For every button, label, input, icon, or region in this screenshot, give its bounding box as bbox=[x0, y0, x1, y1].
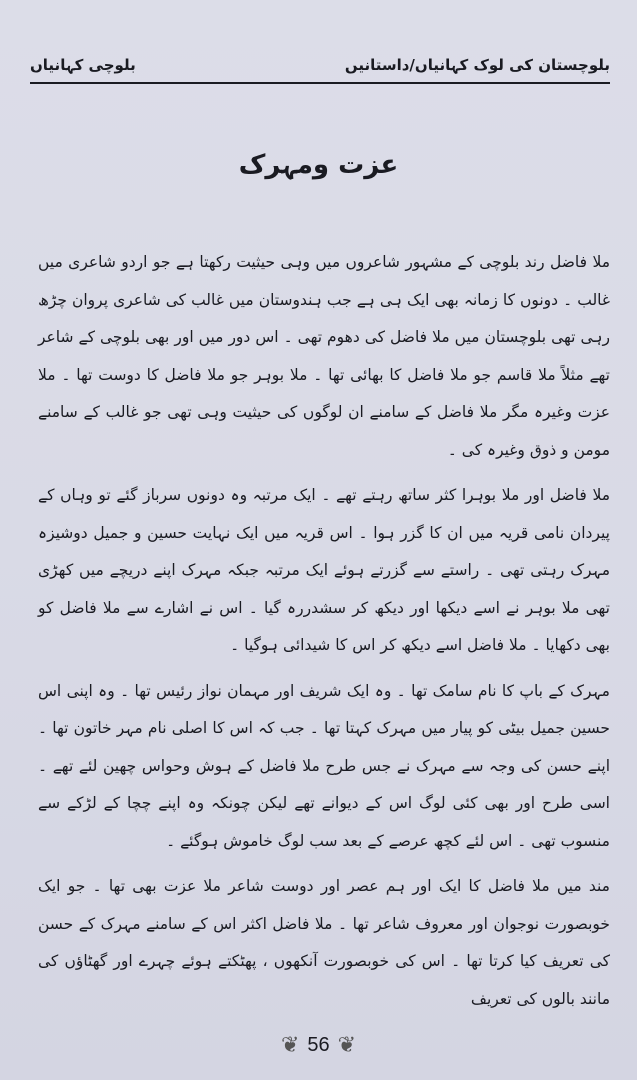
paragraph: ملا فاضل اور ملا بوہرا کثر ساتھ رہتے تھے ۔ ایک مرتبہ وہ دونوں سرباز گئے تو وہاں کے پیردان نامی قریہ میں ان کا گزر ہوا ۔ اس قریہ میں ایک نہایت حسین و جمیل دوشیزہ مہرک رہتی تھی ۔ راستے سے گزرتے ہوئے ایک مرتبہ جبکہ مہرک اپنے دریچے میں کھڑی تھی ملا بوہر نے اسے دیکھا اور دیکھ کر سشدررہ گیا ۔ اس نے اشارے سے ملا فاضل کو بھی دکھایا ۔ ملا فاضل اسے دیکھ کر اس کا شیدائی ہوگیا ۔ bbox=[38, 486, 610, 654]
page-footer bbox=[0, 1030, 637, 1060]
header-rule bbox=[30, 82, 610, 84]
paragraph: مند میں ملا فاضل کا ایک اور ہم عصر اور دوست شاعر ملا عزت بھی تھا ۔ جو ایک خوبصورت نوجوان اور معروف شاعر تھا ۔ ملا فاضل اکثر اس کے سامنے مہرک کے حسن کی تعریف کیا کرتا تھا ۔ اس کی خوبصورت آنکھوں ، پھٹکتے ہوئے چہرے اور گھٹاؤں کی مانند بالوں کی تعریف bbox=[38, 877, 610, 1008]
running-header bbox=[30, 52, 610, 84]
body-text bbox=[38, 244, 610, 1026]
page-number: 56 bbox=[307, 1033, 330, 1056]
ornament-right-icon: ❦ bbox=[337, 1032, 357, 1058]
ornament-left-icon: ❦ bbox=[280, 1032, 300, 1058]
book-title: بلوچستان کی لوک کہانیاں/داستانیں bbox=[344, 56, 610, 74]
paragraph: مہرک کے باپ کا نام سامک تھا ۔ وہ ایک شریف اور مہمان نواز رئیس تھا ۔ وہ اپنی اس حسین جمیل بیٹی کو پیار میں مہرک کہتا تھا ۔ جب کہ اس کا اصلی نام مہر خاتون تھا ۔ اپنے حسن کی وجہ سے مہرک نے جس طرح ملا فاضل کے ہوش وحواس چھین لئے تھے ۔ اسی طرح اور بھی کئی لوگ اس کے دیوانے تھے لیکن چونکہ وہ اپنے چچا کے لڑکے سے منسوب تھی ۔ اس لئے کچھ عرصے کے بعد سب لوگ خاموش ہوگئے ۔ bbox=[38, 681, 610, 850]
chapter-title: عزت ومہرک bbox=[238, 150, 399, 180]
paragraph: ملا فاضل رند بلوچی کے مشہور شاعروں میں وہی حیثیت رکھتا ہے جو اردو شاعری میں غالب ۔ دونوں کا زمانہ بھی ایک ہی ہے جب ہندوستان میں غالب کی شاعری پروان چڑھ رہی تھی بلوچستان میں ملا فاضل کی دھوم تھی ۔ اس دور میں اور بھی بلوچی کے شاعر تھے مثلاً ملا قاسم جو ملا فاضل کا بھائی تھا ۔ ملا بوہر جو ملا فاضل کا دوست تھا ۔ ملا عزت وغیرہ مگر ملا فاضل کے سامنے ان لوگوں کی حیثیت وہی تھی جو غالب کے سامنے مومن و ذوق وغیرہ کی ۔ bbox=[38, 253, 610, 459]
section-title: بلوچی کہانیاں bbox=[30, 56, 136, 74]
